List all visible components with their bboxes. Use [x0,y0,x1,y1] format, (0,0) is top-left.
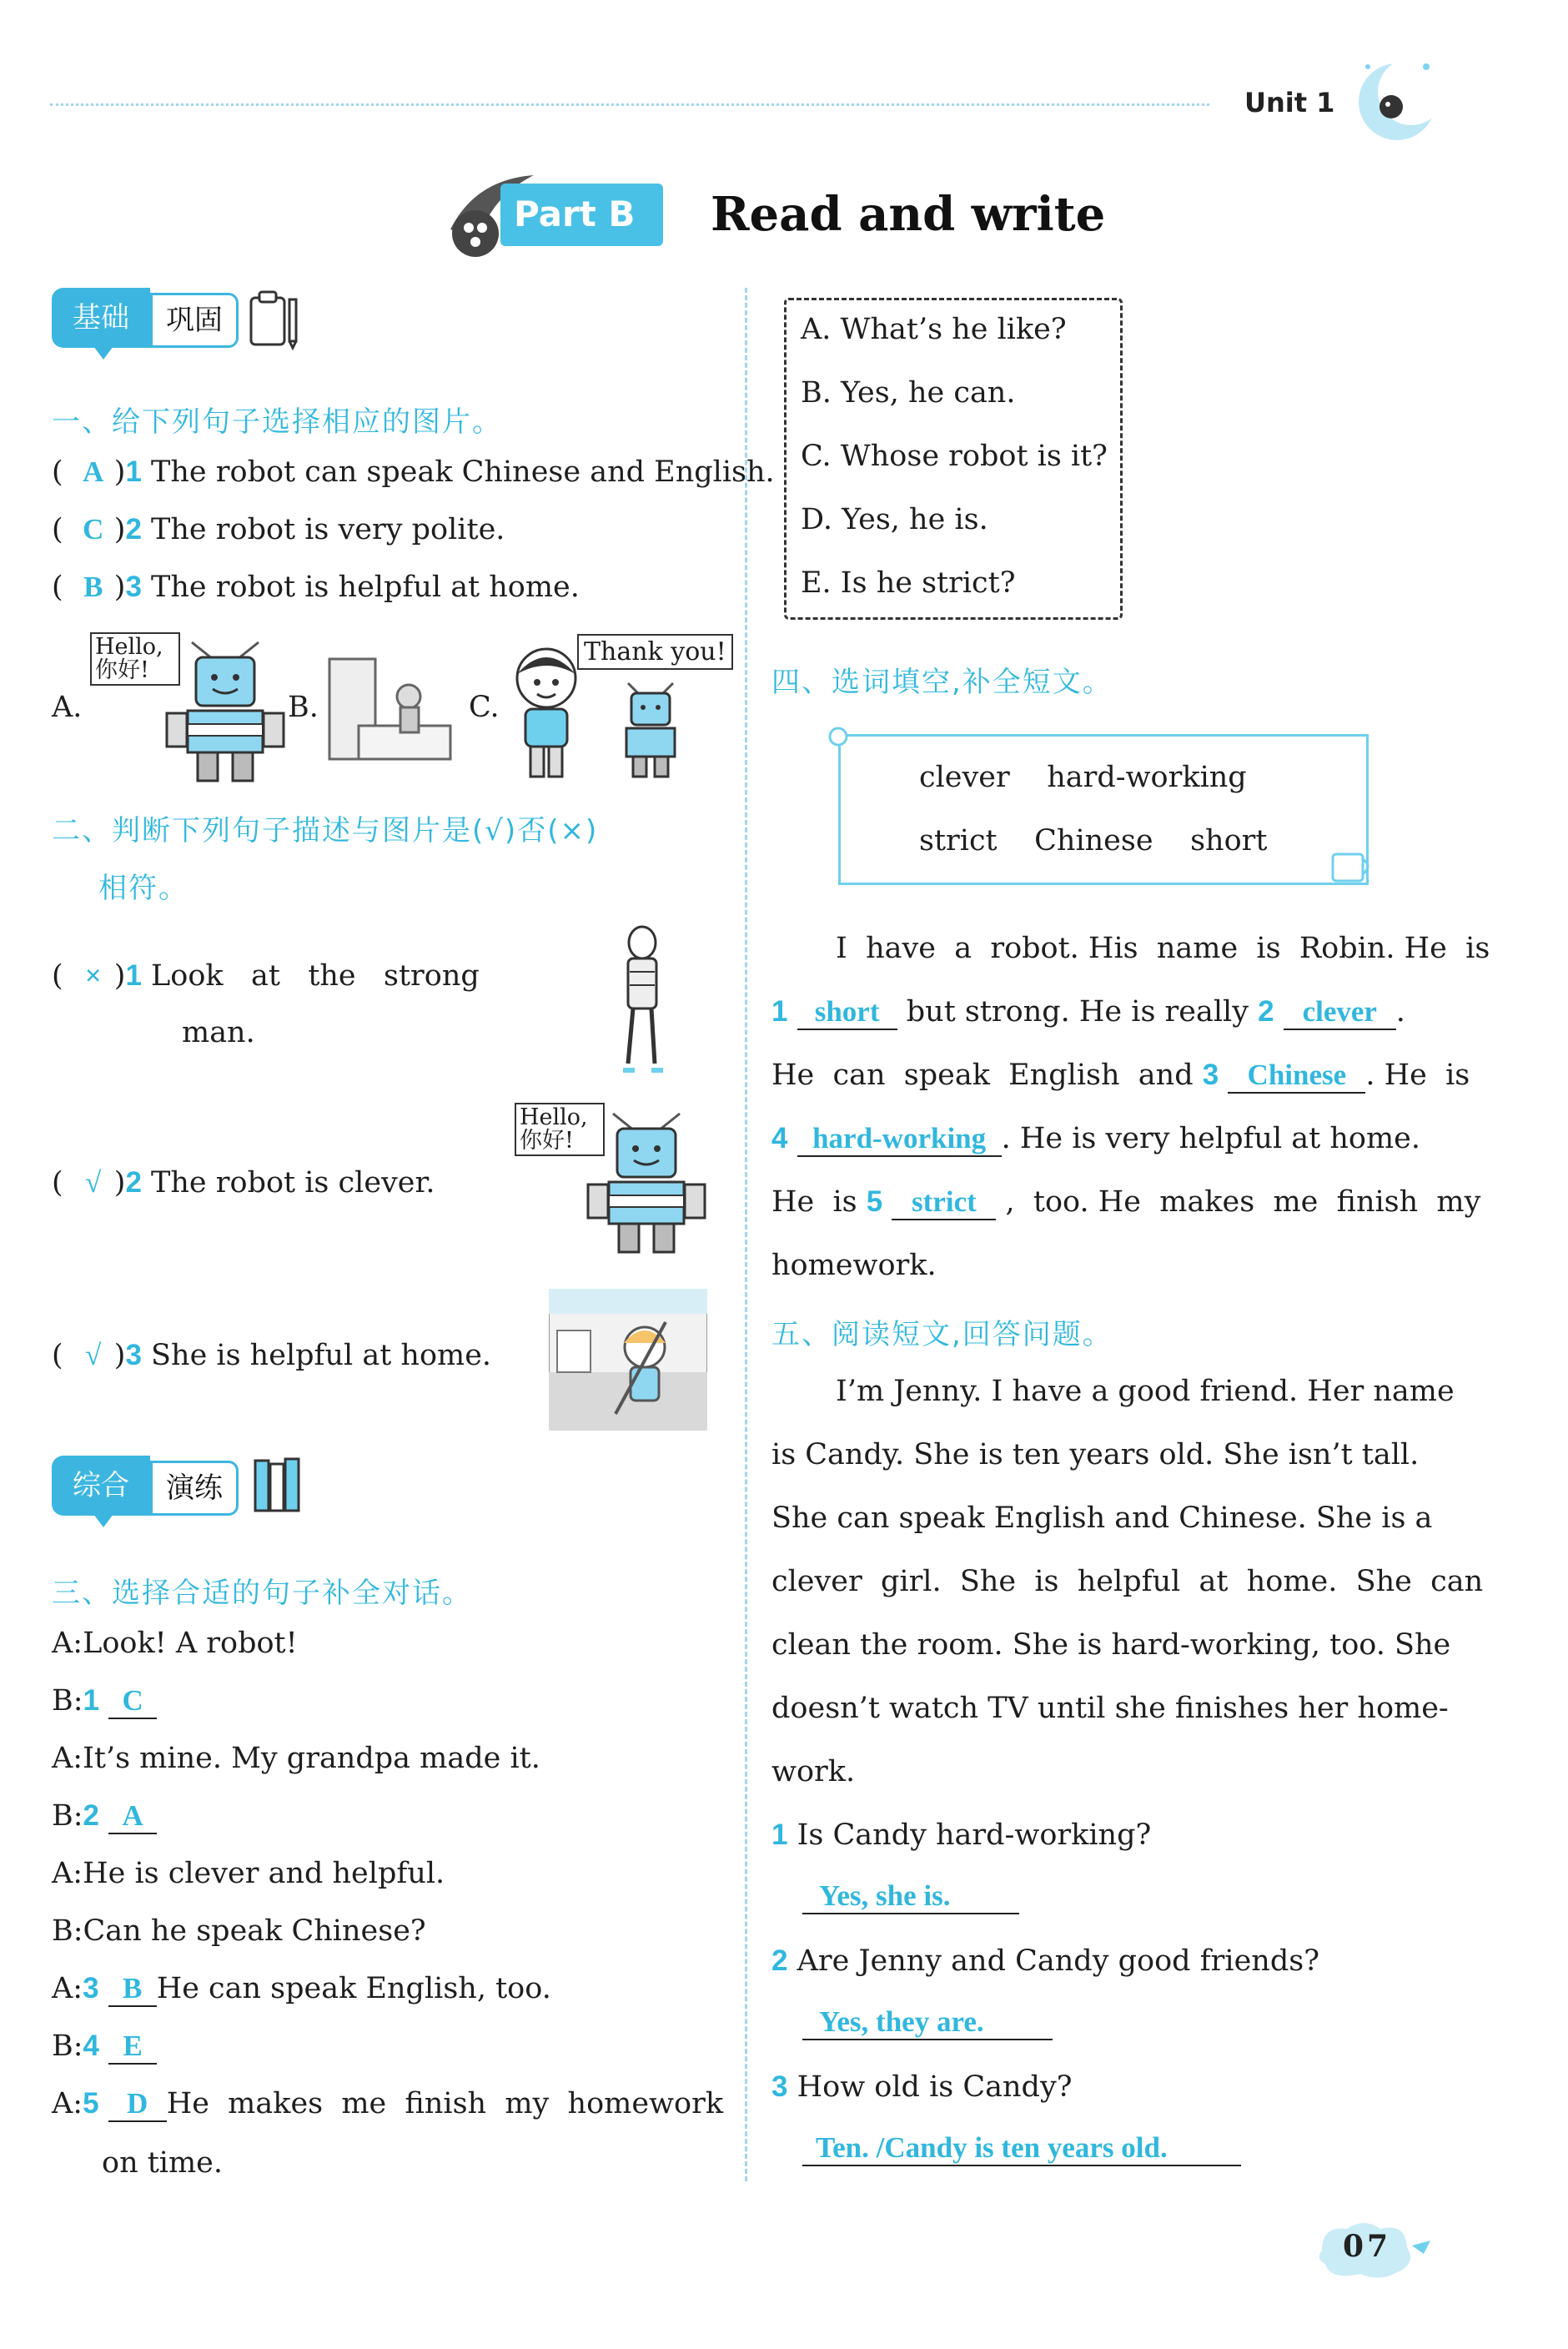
dialogue-line: B:4 E [52,2030,157,2065]
dialogue-line: B:1 C [52,1684,157,1719]
tag-comprehensive-right: 演练 [150,1461,239,1516]
question: 1 Is Candy hard-working? [771,1818,1152,1852]
option-b: B. Yes, he can. [801,376,1016,410]
answer-blank: short [797,996,897,1030]
word-bank-row-1: clever hard-working [919,761,1247,794]
pic-label-b: B. [288,691,319,724]
pic-label-a: A. [52,691,83,724]
word-bank [838,734,1369,885]
section2-title: 二、判断下列句子描述与图片是(√)否(×) [52,814,599,848]
fill-passage-line: homework. [771,1249,937,1282]
part-label: Part B [514,194,636,234]
tag-comprehensive-left: 综合 [52,1456,150,1516]
answer-blank: D [108,2088,167,2122]
s1-answer: B [83,571,103,603]
books-icon [250,1456,309,1518]
bedroom-cleaning-figure [325,651,459,772]
robot-figure [575,1105,717,1260]
reading-passage-line: work. [771,1755,856,1788]
s1-answer: A [83,455,104,488]
page-number: 07 [1343,2229,1392,2264]
s1-item-3: ( B )3 The robot is helpful at home. [52,571,580,604]
s1-item-1: ( A )1 The robot can speak Chinese and English. [52,455,775,489]
tag-basic-left: 基础 [52,288,150,348]
reading-passage-line: clean the room. She is hard-working, too. She [771,1628,1451,1662]
answer-blank: clever [1284,996,1396,1030]
answer-blank: C [108,1685,157,1719]
reading-passage-line: doesn’t watch TV until she finishes her home- [771,1692,1449,1725]
dialogue-line: A:He is clever and helpful. [52,1857,445,1890]
clipboard-icon [246,288,304,350]
answer-line [802,2005,1053,2040]
fill-passage-line: I have a robot. His name is Robin. He is [836,932,1490,965]
dialogue-line: A:3 B He can speak English, too. [52,1972,551,2005]
question: 2 Are Jenny and Candy good friends? [771,1944,1319,1978]
answer-blank: B [108,1973,157,2007]
robot-figure [154,634,296,788]
s2-item-1: ( × )1 Look at the strong [52,959,480,993]
page-title: Read and write [711,187,1106,242]
section5-title: 五、阅读短文,回答问题。 [771,1318,1113,1351]
section2-title-cont: 相符。 [98,872,188,905]
speech-bubble-hello: Hello, 你好! [90,632,180,686]
small-robot-figure [605,680,696,784]
dialogue-line-cont: on time. [102,2146,224,2180]
speech-bubble-thanks: Thank you! [577,634,733,670]
s2-item-2: ( √ )2 The robot is clever. [52,1166,435,1200]
fill-passage-line: He can speak English and 3 Chinese . He is [771,1059,1470,1092]
section3-title: 三、选择合适的句子补全对话。 [52,1577,472,1610]
answer-blank: Chinese [1228,1059,1365,1094]
dialogue-line: A:It’s mine. My grandpa made it. [52,1742,540,1775]
option-c: C. Whose robot is it? [801,440,1108,473]
s1-answer: C [83,513,104,546]
dialogue-line: B:2 A [52,1799,157,1834]
reading-passage-line: I’m Jenny. I have a good friend. Her name [836,1375,1455,1408]
answer-blank: E [108,2030,157,2065]
fill-passage-line: 1 short but strong. He is really 2 clever . [771,995,1405,1029]
unit-label: Unit 1 [1244,87,1335,118]
s2-item-1-cont: man. [182,1016,255,1049]
header-rule [50,103,1209,106]
answer-blank: A [108,1800,157,1834]
fill-passage-line: He is 5 strict , too. He makes me finish my [771,1185,1481,1219]
dialogue-line: B:Can he speak Chinese? [52,1914,426,1948]
answer-line [802,1879,1019,1914]
answer-blank: Ten. /Candy is ten years old. [802,2132,1241,2166]
word-bank-row-2: strict Chinese short [919,824,1268,858]
answer-blank: hard-working [797,1123,1002,1157]
dialogue-line: A:5 D He makes me finish my homework [52,2087,724,2120]
section4-title: 四、选词填空,补全短文。 [771,666,1113,699]
reading-passage-line: She can speak English and Chinese. She is a [771,1501,1433,1535]
column-divider [745,288,747,2181]
section1-title: 一、给下列句子选择相应的图片。 [52,405,502,439]
pic-label-c: C. [469,691,500,724]
speech-bubble-hello: Hello, 你好! [515,1103,605,1156]
dialogue-line: A:Look! A robot! [52,1627,298,1660]
s1-item-2: ( C )2 The robot is very polite. [52,513,505,546]
reading-passage-line: clever girl. She is helpful at home. She can [771,1565,1484,1598]
answer-blank: Yes, she is. [802,1880,1019,1914]
s2-answer: × [84,959,102,992]
s2-answer: √ [85,1339,102,1371]
answer-line [802,2131,1241,2166]
answer-blank: Yes, they are. [802,2006,1053,2040]
s2-item-3: ( √ )3 She is helpful at home. [52,1339,492,1372]
option-d: D. Yes, he is. [801,503,988,536]
cup-icon [1326,843,1376,888]
reading-passage-line: is Candy. She is ten years old. She isn’t tall. [771,1438,1420,1471]
girl-cleaning-figure [549,1289,707,1431]
answer-blank: strict [892,1186,996,1220]
fill-passage-line: 4 hard-working . He is very helpful at home. [771,1122,1420,1155]
flower-icon [826,724,851,749]
question: 3 How old is Candy? [771,2070,1073,2104]
s2-answer: √ [85,1166,102,1199]
option-a: A. What’s he like? [801,313,1067,346]
tag-basic-right: 巩固 [150,293,239,348]
strong-man-figure [605,922,680,1080]
option-e: E. Is he strict? [801,566,1016,600]
moon-mascot-icon [1343,42,1451,150]
